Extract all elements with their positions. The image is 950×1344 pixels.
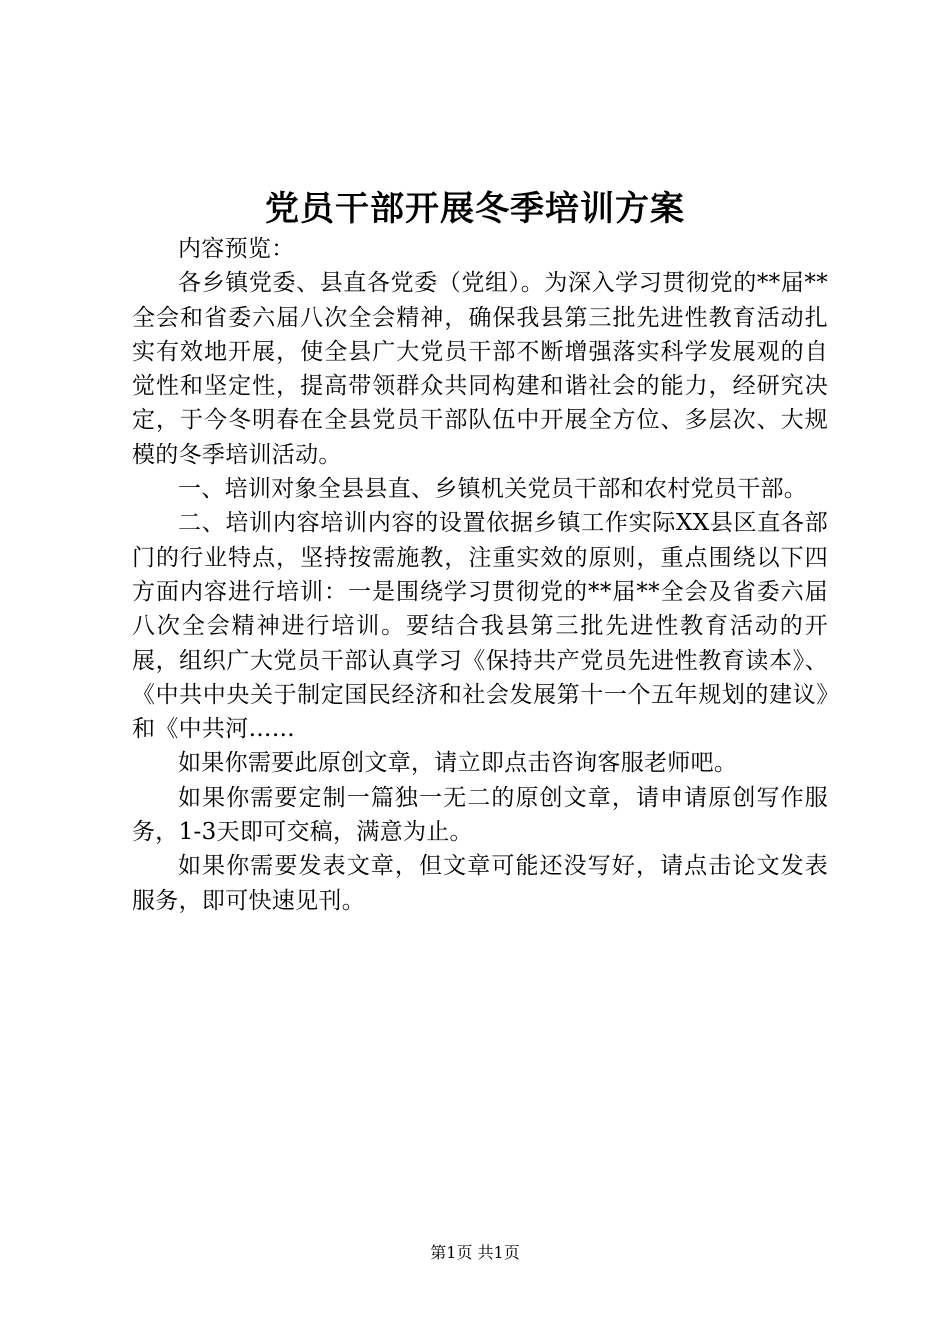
page-number-footer: 第1页 共1页 <box>430 1243 520 1262</box>
paragraph-consult-service: 如果你需要此原创文章，请立即点击咨询客服老师吧。 <box>178 750 738 777</box>
paragraph-publishing-service: 如果你需要发表文章，但文章可能还没写好，请点击论文发表服务，即可快速见刊。 <box>132 853 828 914</box>
paragraph-training-content: 二、培训内容培训内容的设置依据乡镇工作实际XX县区直各部门的行业特点，坚持按需施教，注重实效的原则，重点围绕以下四方面内容进行培训：一是围绕学习贯彻党的**届**全会及省委六届八次全会精神进行培训。要结合我县第三批先进性教育活动的开展，组织广大党员干部认真学习《保持共产党员先进性教育读本》、《中共中央关于制定国民经济和社会发展第十一个五年规划的建议》和《中共河…… <box>132 510 828 743</box>
paragraph-intro: 各乡镇党委、县直各党委（党组）。为深入学习贯彻党的**届**全会和省委六届八次全会精神，确保我县第三批先进性教育活动扎实有效地开展，使全县广大党员干部不断增强落实科学发展观的自觉性和坚定性，提高带领群众共同构建和谐社会的能力，经研究决定，于今冬明春在全县党员干部队伍中开展全方位、多层次、大规模的冬季培训活动。 <box>132 270 828 468</box>
document-title: 党员干部开展冬季培训方案 <box>265 189 685 229</box>
paragraph-preview-label: 内容预览： <box>178 236 295 262</box>
paragraph-training-target: 一、培训对象全县县直、乡镇机关党员干部和农村党员干部。 <box>178 476 808 503</box>
paragraph-custom-writing: 如果你需要定制一篇独一无二的原创文章，请申请原创写作服务，1-3天即可交稿，满意为止。 <box>132 784 828 846</box>
document-body <box>132 232 828 918</box>
